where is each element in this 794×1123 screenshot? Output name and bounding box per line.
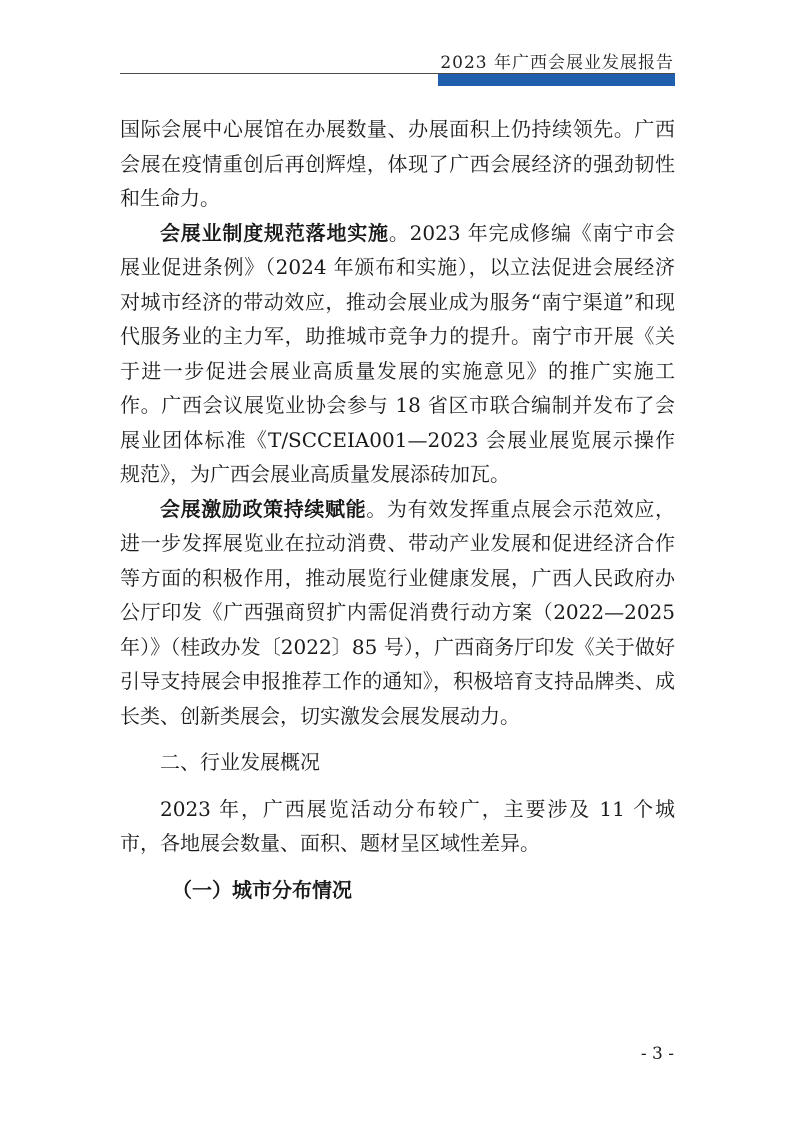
report-body [120,112,675,907]
paragraph-continuation: 国际会展中心展馆在办展数量、办展面积上仍持续领先。广西会展在疫情重创后再创辉煌，体现了广西会展经济的强劲韧性和生命力。 [120,117,675,210]
paragraph-incentive-body: 。为有效发挥重点展会示范效应，进一步发挥展览业在拉动消费、带动产业发展和促进经济合作等方面的积极作用，推动展览行业健康发展，广西人民政府办公厅印发《广西强商贸扩内需促消费行动方案（2022—2025 年）》（桂政办发〔2022〕85 号），广西商务厅印发《关于做好引导支持展会申报推荐工作的通知》，积极培育支持品牌类、成长类、创新类展会，切实激发会展发展动力。 [120,496,675,728]
paragraph-incentive-lead: 会展激励政策持续赋能 [160,496,367,521]
section-intro: 2023 年，广西展览活动分布较广，主要涉及 11 个城市，各地展会数量、面积、题材呈区域性差异。 [120,796,675,855]
paragraph-incentive [120,492,675,734]
section-heading: 二、行业发展概况 [160,750,320,774]
subsection-heading: （一）城市分布情况 [172,877,352,902]
header-accent-bar [438,74,675,86]
header-title: 2023 年广西会展业发展报告 [440,53,674,73]
paragraph-regulation-lead: 会展业制度规范落地实施 [160,220,389,245]
paragraph-regulation-body: 。2023 年完成修编《南宁市会展业促进条例》（2024 年颁布和实施），以立法促进会展经济对城市经济的带动效应，推动会展业成为服务“南宁渠道”和现代服务业的主力军，助推城市竞争力的提升。南宁市开展《关于进一步促进会展业高质量发展的实施意见》的推广实施工作。广西会议展览业协会参与 18 省区市联合编制并发布了会展业团体标准《T/SCCEIA001—2023 会展业展览展示操作规范》，为广西会展业高质量发展添砖加瓦。 [120,220,675,486]
page-number: - 3 - [640,1044,674,1064]
paragraph-regulation [120,216,675,492]
